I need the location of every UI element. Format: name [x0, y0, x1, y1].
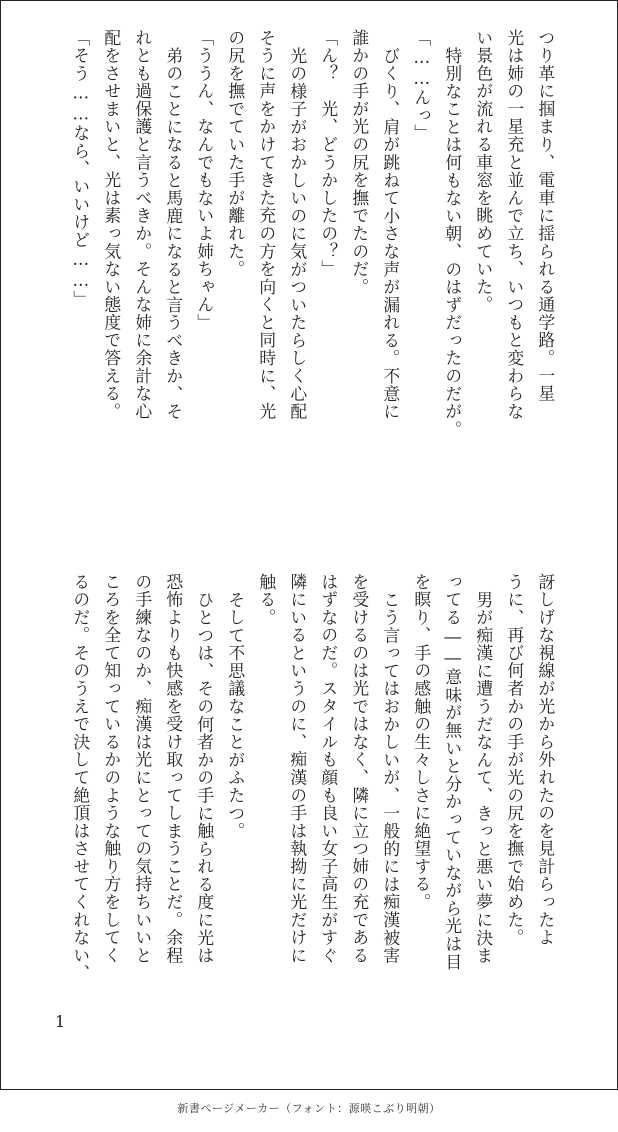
text-column: 光の様子がおかしいのに気がついたらしく心配	[287, 47, 308, 421]
text-column: の尻を撫でていた手が離れた。	[225, 29, 246, 279]
page-number: 1	[55, 1012, 66, 1031]
text-column: びくり、肩が跳ねて小さな声が漏れる。不意に	[380, 47, 401, 421]
text-column: 「……んっ」	[411, 29, 432, 143]
text-column: うに、再び何者かの手が光の尻を撫で始めた。	[504, 573, 525, 947]
text-column: 訝しげな視線が光から外れたのを見計らったよ	[535, 573, 556, 947]
text-column: を瞑り、手の感触の生々しさに絶望する。	[411, 573, 432, 912]
text-column: そして不思議なことがふたつ。	[225, 591, 246, 841]
text-column: つり革に掴まり、電車に揺られる通学路。一星	[535, 29, 556, 403]
text-column: い景色が流れる車窓を眺めていた。	[473, 29, 494, 314]
text-column: 配をさせまいと、光は素っ気ない態度で答える。	[101, 29, 122, 421]
text-column: 恐怖よりも快感を受け取ってしまうことだ。余程	[163, 573, 184, 965]
text-column: 隣にいるというのに、痴漢の手は執拗に光だけに	[287, 573, 308, 965]
footer-credit: 新書ページメーカー（フォント：源暎こぶり明朝）	[177, 1102, 441, 1115]
text-column: 誰かの手が光の尻を撫でたのだ。	[349, 29, 370, 296]
text-column: ひとつは、その何者かの手に触られる度に光は	[194, 591, 215, 965]
text-column: 特別なことは何もない朝、のはずだったのだが。	[442, 47, 463, 439]
text-column: 弟のことになると馬鹿になると言うべきか、そ	[163, 47, 184, 421]
text-column: そうに声をかけてきた充の方を向くと同時に、光	[256, 29, 277, 421]
text-column: 「ん？ 光、どうかしたの？」	[318, 29, 339, 279]
text-column: れとも過保護と言うべきか。そんな姉に余計な心	[132, 29, 153, 421]
text-column: るのだ。そのうえで決して絶頂はさせてくれない、	[70, 573, 91, 983]
text-column: を受けるのは光ではなく、隣に立つ姉の充である	[349, 573, 370, 965]
text-column: こう言ってはおかしいが、一般的には痴漢被害	[380, 591, 401, 965]
text-column: 触る。	[256, 573, 277, 627]
text-column: ころを全て知っているかのような触り方をしてく	[101, 573, 122, 965]
text-column: 光は姉の一星充と並んで立ち、いつもと変わらな	[504, 29, 525, 421]
text-column: はずなのだ。スタイルも顔も良い女子高生がすぐ	[318, 573, 339, 965]
text-column: 「そう……なら、いいけど……」	[70, 29, 91, 309]
text-column: ってる――意味が無いと分かっていながら光は目	[442, 573, 463, 971]
text-column: 男が痴漢に遭うだなんて、きっと悪い夢に決ま	[473, 591, 494, 965]
text-column: の手練なのか、痴漢は光にとっての気持ちいいと	[132, 573, 153, 965]
text-column: 「ううん、なんでもないよ姉ちゃん」	[194, 29, 215, 332]
